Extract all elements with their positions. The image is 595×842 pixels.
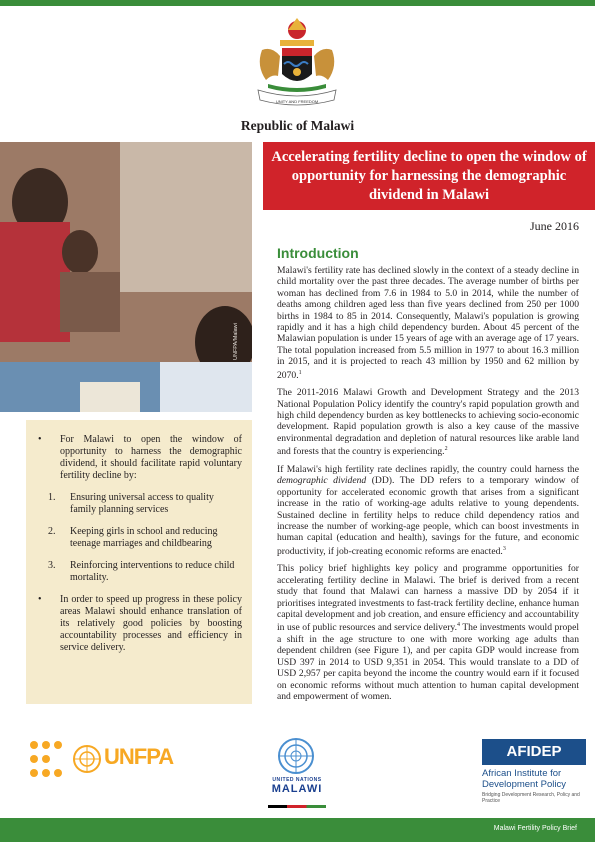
recommendation-item: 1. Ensuring universal access to quality family planning services (48, 492, 214, 515)
united-nations-emblem-icon (276, 736, 316, 776)
paragraph-3: If Malawi's high fertility rate declines rapidly, the country could harness the demographic dividend (DD). The DD refers to a temporary window of opportunity for accelerated economic growth that arises from a significant increase in the ratio of working-age adults relative to young dependents. Sustained decline in fertility helps to reduce child dependency ratios and increase the number of working-age people, which can boost investments in human capital (education and health), savings for the future, and economic productivity, if job-creating economic reforms are enacted.$^3$ (277, 463, 579, 557)
paragraph-2: The 2011-2016 Malawi Growth and Development Strategy and the 2013 National Population Policy identify the country's rapid population growth and high child dependency burden as key bottlenecks to achieving socio-economic development. Rapid population growth is also a key cause of the massive environmental degradation and depletion of natural resources like arable land and forests that the country is experiencing.$^2$ (277, 387, 579, 458)
afidep-full-name: African Institute for Development Policy (482, 768, 566, 790)
paragraph-1: Malawi's fertility rate has declined slowly in the context of a steady decline in child mortality over the past three decades. The average number of births per woman has declined from 7.6 in 1984 to 5.0 in 2014, while the number of deaths among children aged less than five years declined from 250 per 1000 births in 1984 to 85 in 2014. Consequently, Malawi's population is growing rapidly and it has a high child dependency burden. About 45 percent of the Malawian population is under 15 years of age with an average age of 17 years. The total population increased from 5.5 million in 1977 to about 16.3 million in 2015, and it is projected to reach 43 million by 1950 and 62 million by 2070.$^1$ (277, 265, 579, 381)
crest-motto: UNITY AND FREEDOM (275, 99, 319, 104)
un-logo-line-2: MALAWI (271, 783, 323, 795)
country-name: Republic of Malawi (240, 118, 355, 133)
unfpa-logo: UNFPA (104, 744, 174, 769)
key-message-bullet: • In order to speed up progress in these policy areas Malawi should enhance translation of its relatively good policies by boosting accountability processes and efficiency in service delivery. (38, 594, 242, 653)
photo-credit: UNFPA/Malawi (233, 323, 239, 360)
section-heading-introduction: Introduction (277, 245, 359, 261)
key-messages-box (26, 420, 252, 704)
bullet-icon: • (38, 434, 42, 445)
cover-photo (0, 142, 252, 412)
paragraph-4: This policy brief highlights key policy and programme opportunities for accelerating fertility decline in Malawi. The brief is derived from a recent study that found that Malawi can harness a massive DD by 2054 if it prioritises integrated investments to fast-track fertility decline, enhance human capital development and job creation, and ensure efficiency and accountability in use of public resources and service delivery.$^4$ The investments would propel a shift in the age structure to one with more working age adults than dependent children (see Figure 1), and per capita GDP would increase from USD 397 in 2014 to USD 9,351 in 2054. This would translate to a DD of USD 2,957 per capita beyond the income the country would earn if it focused on economic reforms without much attention to human capital development and empowerment of women. (277, 563, 579, 702)
introduction-body (277, 265, 579, 708)
un-malawi-logo (262, 777, 332, 795)
un-emblem-icon (72, 744, 102, 774)
bullet-icon: • (38, 594, 42, 605)
unfpa-people-icon (28, 739, 76, 779)
footer-label: Malawi Fertility Policy Brief (493, 825, 577, 832)
publication-date: June 2016 (530, 219, 579, 233)
photo-illustration (0, 142, 252, 412)
top-green-bar (0, 0, 595, 6)
afidep-logo: AFIDEP (482, 739, 586, 765)
key-message-bullet: • For Malawi to open the window of opportunity to harness the demographic dividend, it should facilitate rapid voluntary fertility decline by: (38, 434, 242, 481)
recommendation-item: 2. Keeping girls in school and reducing teenage marriages and childbearing (48, 526, 218, 549)
afidep-tagline: Bridging Development Research, Policy and Practice (482, 792, 580, 804)
un-logo-line-1: UNITED NATIONS (272, 777, 322, 783)
document-title: Accelerating fertility decline to open the window of opportunity for harnessing the demographic dividend in Malawi (263, 142, 595, 210)
footer-bar (0, 818, 595, 842)
un-logo-flag-stripe (268, 805, 326, 808)
recommendation-item: 3. Reinforcing interventions to reduce child mortality. (48, 560, 235, 583)
